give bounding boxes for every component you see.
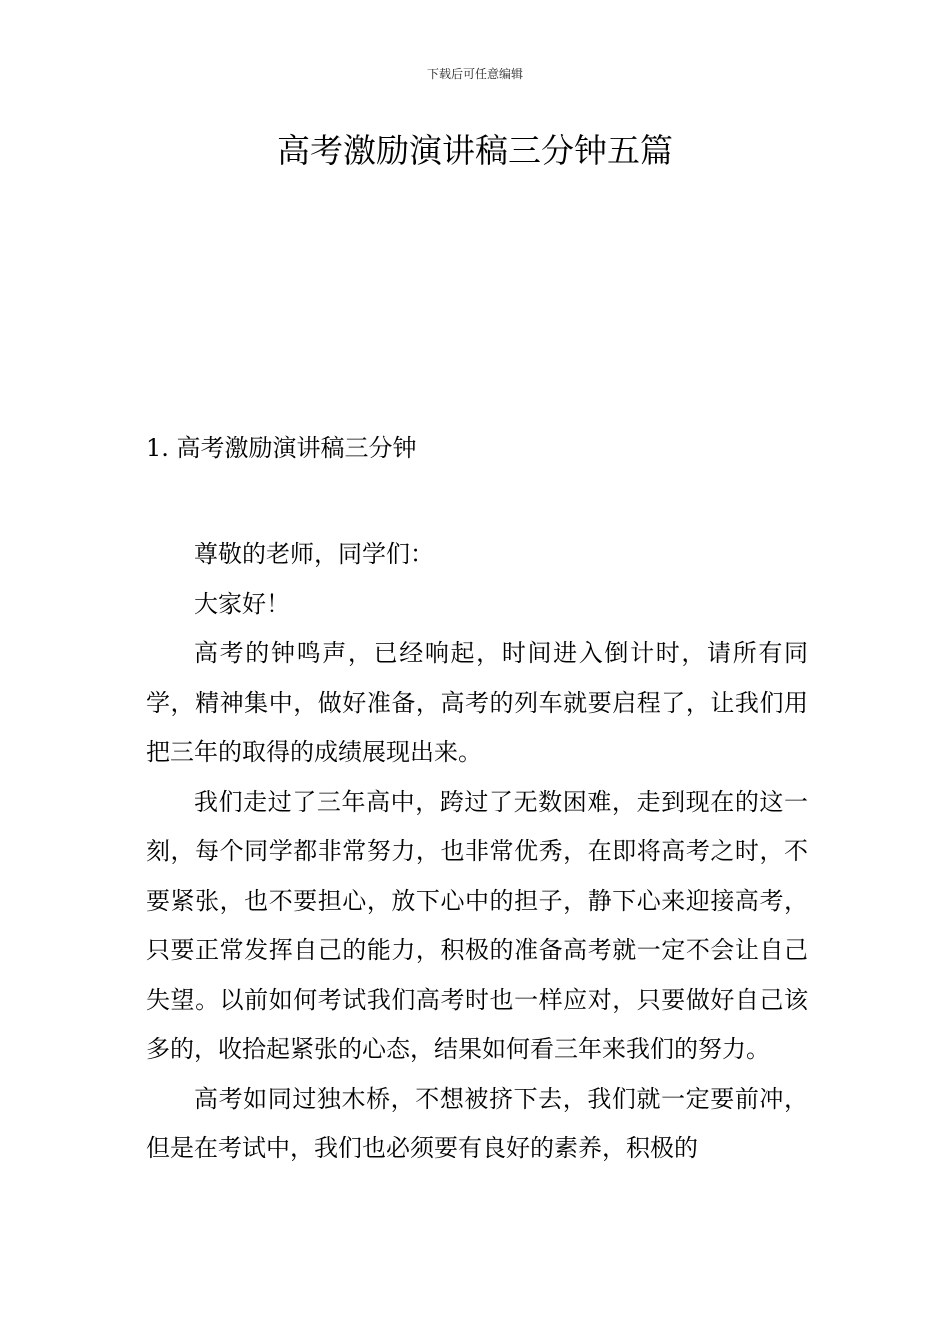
paragraph-greeting: 大家好！ <box>194 589 290 618</box>
section-heading: 1. 高考激励演讲稿三分钟 <box>146 434 417 462</box>
paragraph: 高考的钟鸣声，已经响起，时间进入倒计时，请所有同学，精神集中，做好准备，高考的列车就要启程了，让我们用把三年的取得的成绩展现出来。 <box>146 639 808 766</box>
header-note: 下载后可任意编辑 <box>426 67 523 81</box>
paragraph: 高考如同过独木桥，不想被挤下去，我们就一定要前冲，但是在考试中，我们也必须要有良好的素养，积极的 <box>146 1084 808 1162</box>
document-title: 高考激励演讲稿三分钟五篇 <box>277 131 673 170</box>
paragraph-salutation: 尊敬的老师，同学们： <box>194 540 434 568</box>
body-text <box>146 530 808 1174</box>
paragraph: 我们走过了三年高中，跨过了无数困难，走到现在的这一刻，每个同学都非常努力，也非常优秀，在即将高考之时，不要紧张，也不要担心，放下心中的担子，静下心来迎接高考，只要正常发挥自己的能力，积极的准备高考就一定不会让自己失望。以前如何考试我们高考时也一样应对，只要做好自己该多的，收拾起紧张的心态，结果如何看三年来我们的努力。 <box>146 787 808 1063</box>
